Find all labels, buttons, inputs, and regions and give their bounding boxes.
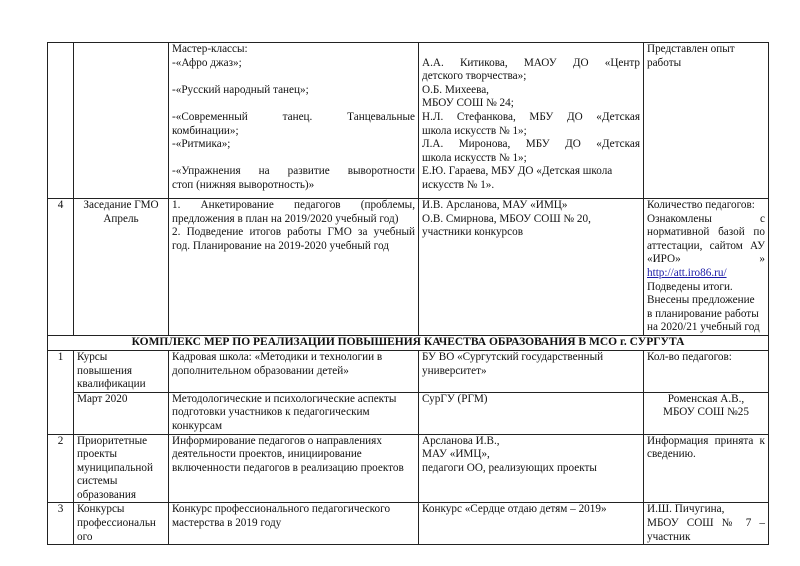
text-line: аттестации, сайтом АУ [647,239,765,252]
list-item-cont: комбинации»; [172,124,239,137]
table-row-master-classes [48,43,769,199]
text-line: МАУ «ИМЦ», [422,448,490,461]
cell-event: Курсы повышения квалификации [74,350,169,392]
text-line: 2. Подведение итогов работы ГМО за учебный [172,226,415,239]
text-line: Арсланова И.В., [422,434,500,447]
cell-content [169,199,419,336]
text-line: Внесены предложение [647,294,755,307]
list-item-cont: стоп (нижняя выворотность)» [172,178,315,191]
text-line: участники конкурсов [422,226,523,239]
cell-responsible [419,199,644,336]
text-line: предложения в план на 2019/2020 учебный год) [172,212,399,225]
cell-content: Конкурс профессионального педагогического мастерства в 2019 году [169,503,419,545]
text-line: детского творчества»; [422,70,527,83]
text-line: МБОУ СОШ №25 [663,406,749,419]
cell-content: Методологические и психологические аспекты подготовки участников к педагогическим конкурсам [169,392,419,434]
cell-num: 2 [48,434,74,503]
text-line: Заседание ГМО [83,199,159,211]
cell-result [644,503,769,545]
cell-num: 4 [48,199,74,336]
cell-responsible [419,434,644,503]
cell-num: 3 [48,503,74,545]
text-line: год. Планирование на 2019-2020 учебный год [172,239,389,252]
text-line: Роменская А.В., [667,392,745,405]
text-line: А.А. Китикова, МАОУ ДО «Центр [422,56,640,69]
text-line: на 2020/21 учебный год [647,321,760,334]
text-line: О.В. Смирнова, МБОУ СОШ № 20, [422,212,591,225]
cell-responsible [419,43,644,199]
text-line: Количество педагогов: [647,199,755,211]
plan-table [47,42,769,545]
cell-result: Информация принята к сведению. [644,434,769,503]
text-line: 1. Анкетирование педагогов (проблемы, [172,199,415,211]
text-line: участник [647,530,691,543]
table-row-competitions [48,503,769,545]
cell-num: 1 [48,350,74,434]
text-line: работы [647,56,682,69]
list-item: -«Упражнения на развитие выворотности [172,165,415,178]
cell-num [48,43,74,199]
list-item: -«Русский народный танец»; [172,83,309,96]
list-item: -«Ритмика»; [172,138,231,151]
text-line: Представлен опыт [647,43,735,55]
cell-result [644,43,769,199]
text-line: МБОУ СОШ № 24; [422,97,514,110]
cell-content: Кадровая школа: «Методики и технологии в дополнительном образовании детей» [169,350,419,392]
text-line: И.В. Арсланова, МАУ «ИМЦ» [422,199,568,211]
cell-responsible: Конкурс «Сердце отдаю детям – 2019» [419,503,644,545]
cell-event: Конкурсы профессиональн ого [74,503,169,545]
cell-result [644,199,769,336]
table-row-gmo-meeting [48,199,769,336]
text-line: «ИРО» » [647,253,765,266]
cell-event: Март 2020 [74,392,169,434]
cell-content [169,43,419,199]
cell-event [74,43,169,199]
text-line: нормативной базой по [647,226,765,239]
text-line: школа искусств № 1»; [422,151,527,164]
cell-result [644,392,769,434]
text-line: Е.Ю. Гараева, МБУ ДО «Детская школа [422,165,613,178]
text-line: Ознакомлены с [647,212,765,225]
text-line: МБОУ СОШ № 7 – [647,517,765,530]
text-line: Л.А. Миронова, МБУ ДО «Детская [422,138,640,151]
list-item: -«Современный танец. Танцевальные [172,110,415,123]
text-line: в планирование работы [647,307,759,320]
section-header-row [48,335,769,350]
cell-result: Кол-во педагогов: [644,350,769,392]
text-line: искусств № 1». [422,178,495,191]
section-title: КОМПЛЕКС МЕР ПО РЕАЛИЗАЦИИ ПОВЫШЕНИЯ КАЧЕСТВА ОБРАЗОВАНИЯ В МСО г. СУРГУТА [48,335,769,350]
text-line: И.Ш. Пичугина, [647,503,725,516]
list-item: -«Афро джаз»; [172,56,242,69]
master-classes-title: Мастер-классы: [172,43,248,55]
text-line: Н.Л. Стефанкова, МБУ ДО «Детская [422,110,640,123]
text-line: Подведены итоги. [647,280,733,293]
text-line: педагоги ОО, реализующих проекты [422,461,597,474]
table-row-courses [48,350,769,392]
table-row-courses-march [48,392,769,434]
cell-responsible: СурГУ (РГМ) [419,392,644,434]
cell-responsible: БУ ВО «Сургутский государственный университет» [419,350,644,392]
cell-event [74,199,169,336]
text-line: Апрель [103,212,139,225]
cell-event: Приоритетные проекты муниципальной системы образования [74,434,169,503]
table-row-priority-projects [48,434,769,503]
text-line: О.Б. Михеева, [422,83,489,96]
iro-site-link[interactable]: http://att.iro86.ru/ [647,266,727,279]
text-line: школа искусств № 1»; [422,124,527,137]
cell-content: Информирование педагогов о направлениях деятельности проектов, инициирование включенности педагогов в реализацию проектов [169,434,419,503]
